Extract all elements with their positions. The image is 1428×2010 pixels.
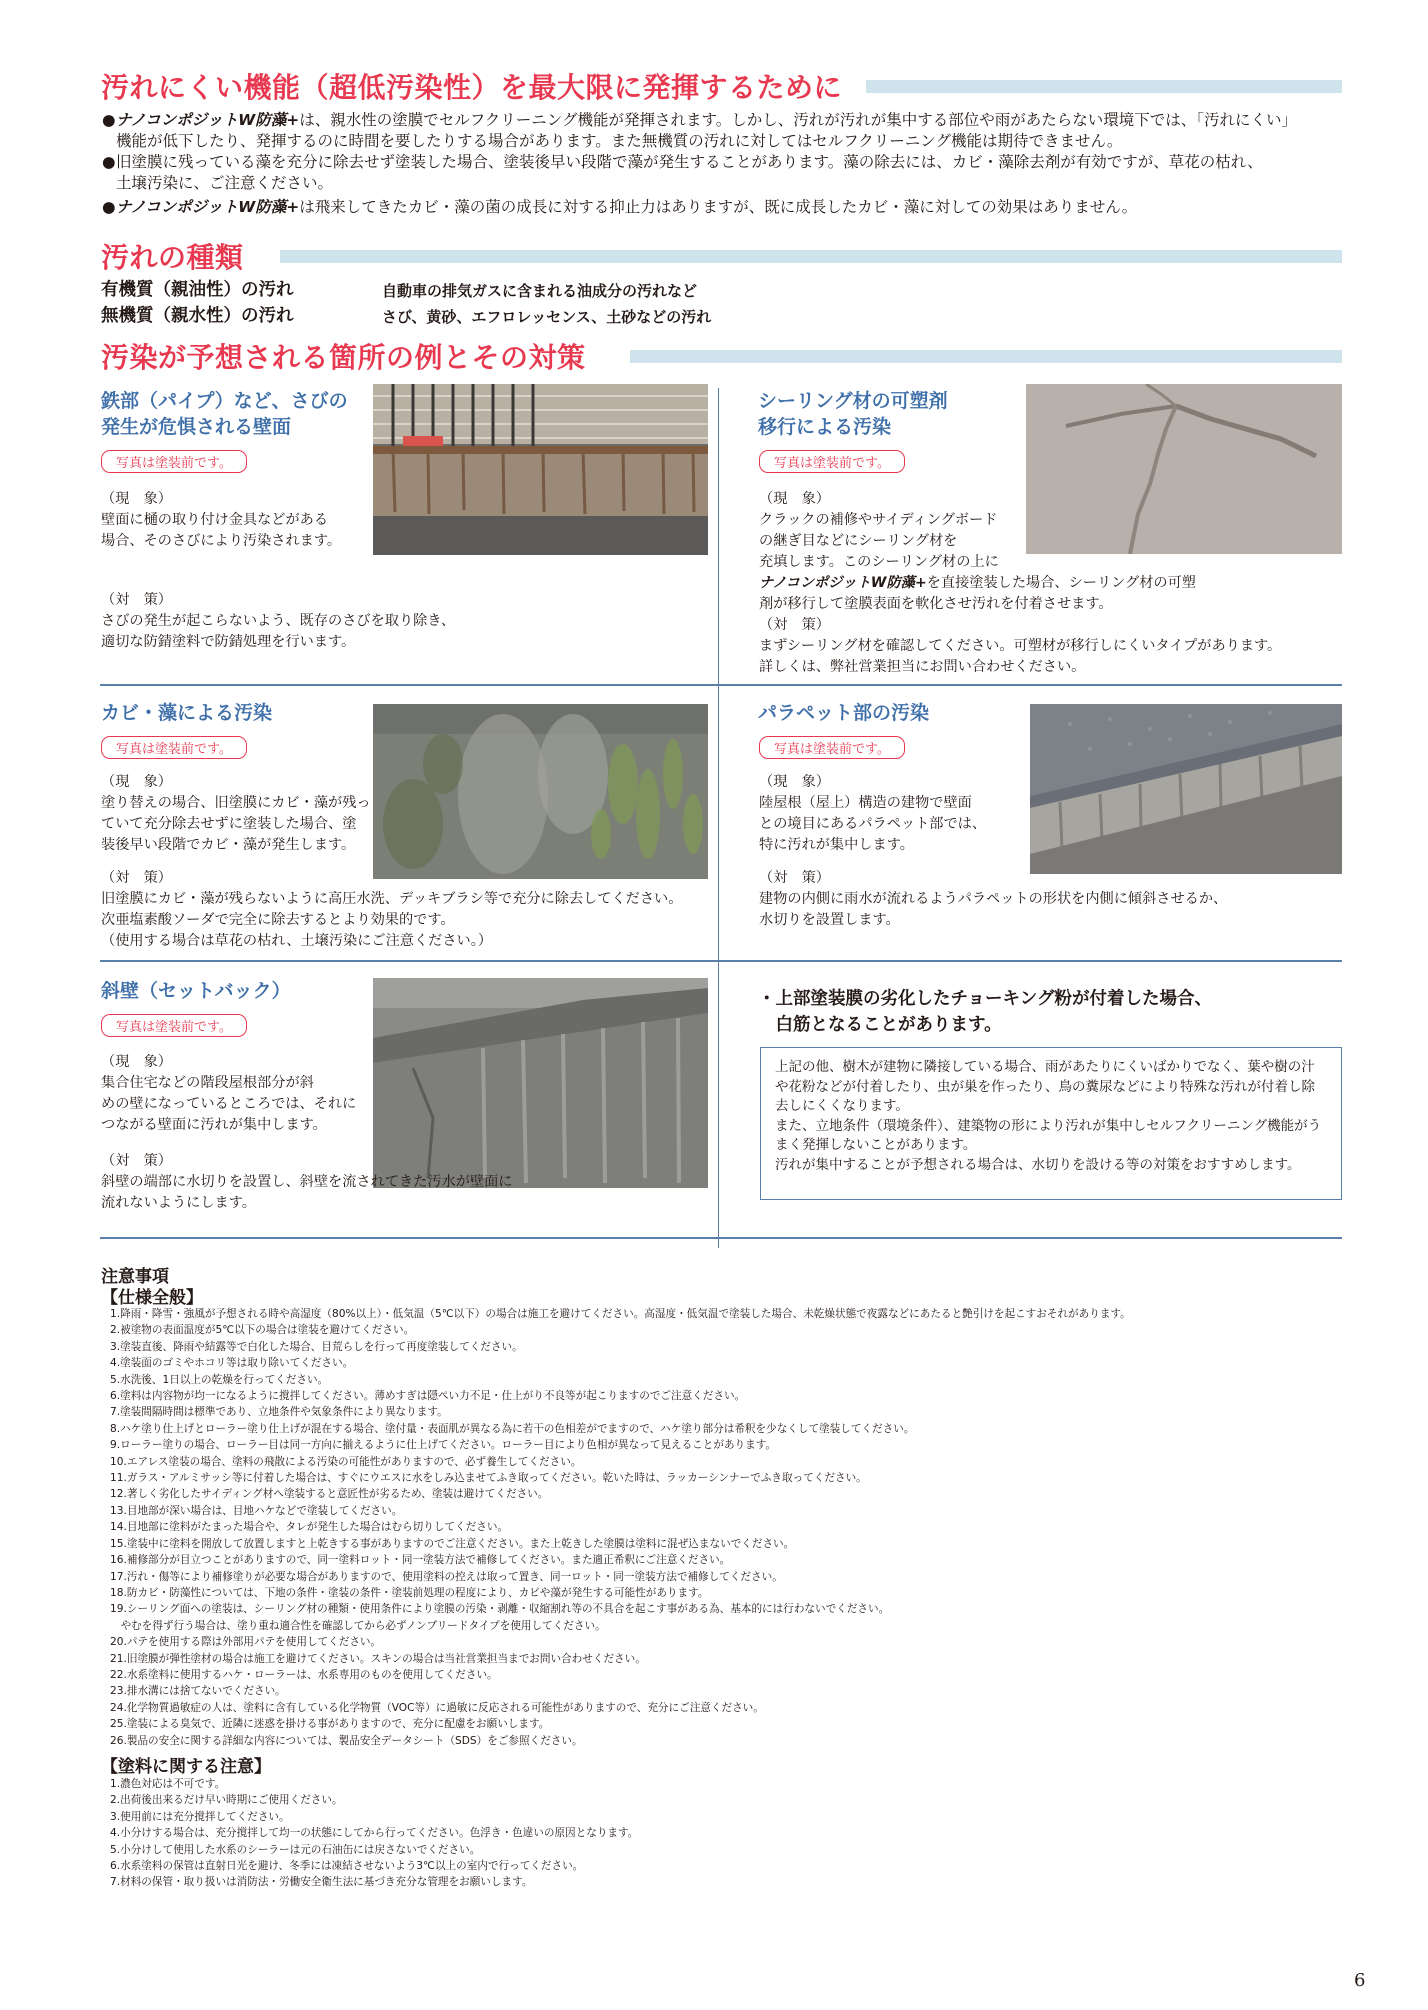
list-item: 19.シーリング面への塗装は、シーリング材の種類・使用条件により塗膜の汚染・剥離・収縮割れ等の不具合を起こす事がある為、基本的には行わないでください。 [110,1603,890,1616]
list-item: 16.補修部分が目立つことがありますので、同一塗料ロット・同一塗装方法で補修してください。また適正希釈にご注意ください。 [110,1554,731,1567]
list-item: 6.塗料は内容物が均一になるように撹拌してください。薄めすぎは隠ぺい力不足・仕上がり不良等が起こりますのでご注意ください。 [110,1390,746,1403]
cell-title-iron: 鉄部（パイプ）など、さびの 発生が危惧される壁面 [101,390,348,438]
list-item: 23.排水溝には捨てないでください。 [110,1685,286,1698]
slope-phenomenon: （現 象） 集合住宅などの階段屋根部分が斜 めの壁になっているところでは、それに つながる壁面に汚れが集中します。 [101,1054,357,1133]
section-heading-examples: 汚染が予想される箇所の例とその対策 [101,341,586,374]
parapet-phenomenon: （現 象） 陸屋根（屋上）構造の建物で壁面 との境目にあるパラペット部では、 特に汚れが集中します。 [759,774,987,853]
list-item: 4.塗装面のゴミやホコリ等は取り除いてください。 [110,1357,354,1370]
heading-rule [866,80,1342,93]
kind-inorganic: 無機質（親水性）の汚れ [101,306,294,326]
cell-title-sealing: シーリング材の可塑剤 移行による汚染 [758,390,948,438]
kind-organic: 有機質（親油性）の汚れ [101,280,294,300]
spec-list [110,1306,1131,1749]
list-item: 6.水系塗料の保管は直射日光を避け、冬季には凍結させないよう3℃以上の室内で行ってください。 [110,1860,584,1873]
list-item: やむを得ず行う場合は、塗り重ね適合性を確認してから必ずノンブリードタイプを使用してください。 [110,1619,606,1632]
photo-parapet [1030,704,1342,874]
list-item: 15.塗装中に塗料を開放して放置しますと上乾きする事がありますのでご注意ください。また上乾きした塗膜は塗料に混ぜ込まないでください。 [110,1537,795,1550]
before-painting-badge: 写真は塗装前です。 [759,450,905,473]
list-item: 10.エアレス塗装の場合、塗料の飛散による汚染の可能性がありますので、必ず養生してください。 [110,1455,582,1468]
list-item: 1.降雨・降雪・強風が予想される時や高湿度（80%以上）・低気温（5℃以下）の場合は施工を避けてください。高湿度・低気温で塗装した場合、未乾燥状態で夜露などにあたると艶引けを起こすおそれがあります。 [110,1308,1131,1320]
page-number: 6 [1354,1970,1366,1991]
list-item: 24.化学物質過敏症の人は、塗料に含有している化学物質（VOC等）に過敏に反応される可能性がありますので、充分にご注意ください。 [110,1701,764,1714]
list-item: 9.ローラー塗りの場合、ローラー目は同一方向に揃えるように仕上げてください。ローラー目により色相が異なって見えることがあります。 [110,1439,777,1452]
before-painting-badge: 写真は塗装前です。 [759,736,905,759]
photo-rusty-balcony [373,384,708,555]
list-item: 1.濃色対応は不可です。 [110,1778,226,1790]
list-item: 20.パテを使用する際は外部用パテを使用してください。 [110,1636,382,1649]
list-item: 18.防カビ・防藻性については、下地の条件・塗装の条件・塗装前処理の程度により、カビや藻が発生する可能性があります。 [110,1586,709,1599]
section-heading-maximize: 汚れにくい機能（超低汚染性）を最大限に発揮するために [101,71,843,104]
sealing-phenomenon: （現 象） クラックの補修やサイディングボード の継ぎ目などにシーリング材を 充填します。このシーリング材の上に ナノコンポジットW防藻+を直接塗装した場合、シーリング材の可塑 剤が移行して塗膜表面を軟化させ汚れを付着させます。 [759,491,1196,612]
other-causes-box: 上記の他、樹木が建物に隣接している場合、雨があたりにくいばかりでなく、葉や樹の汁 や花粉などが付着したり、虫が巣を作ったり、鳥の糞尿などにより特殊な汚れが付着し除 去しにくくなります。 また、立地条件（環境条件）、建築物の形により汚れが集中しセルフクリーニング機能がう まく発揮しないことがあります。 汚れが集中することが予想される場合は、水切りを設ける等の対策をおすすめします。 [760,1047,1342,1200]
list-item: 3.塗装直後、降雨や結露等で白化した場合、目荒らしを行って再度塗装してください。 [110,1340,523,1353]
list-item: 21.旧塗膜が弾性塗材の場合は施工を避けてください。スキンの場合は当社営業担当までお問い合わせください。 [110,1652,646,1665]
list-item: 25.塗装による臭気で、近隣に迷惑を掛ける事がありますので、充分に配慮をお願いします。 [110,1718,550,1731]
kind-inorganic-desc: さび、黄砂、エフロレッセンス、土砂などの汚れ [382,308,712,326]
kind-organic-desc: 自動車の排気ガスに含まれる油成分の汚れなど [382,282,698,300]
list-item: 4.小分けする場合は、充分撹拌して均一の状態にしてから行ってください。色浮き・色違いの原因となります。 [110,1827,639,1840]
list-item: 8.ハケ塗り仕上げとローラー塗り仕上げが混在する場合、塗付量・表面肌が異なる為に若干の色相差がでますので、ハケ塗り部分は希釈を少なくして塗装してください。 [110,1422,915,1435]
iron-countermeasure: （対 策） さびの発生が起こらないよう、既存のさびを取り除き、 適切な防錆塗料で防錆処理を行います。 [101,592,456,650]
grid-divider [100,1237,1342,1239]
iron-phenomenon: （現 象） 壁面に樋の取り付け金具などがある 場合、そのさびにより汚染されます。 [101,491,342,549]
cell-title-mold: カビ・藻による汚染 [101,702,273,724]
spec-section-title: 【仕様全般】 [101,1288,203,1308]
list-item: 5.水洗後、1日以上の乾燥を行ってください。 [110,1373,329,1386]
notes-title: 注意事項 [101,1267,169,1287]
list-item: 3.使用前には充分撹拌してください。 [110,1810,290,1823]
list-item: 12.著しく劣化したサイディング材へ塗装すると意匠性が劣るため、塗装は避けてください。 [110,1488,549,1501]
list-item: 13.目地部が深い場合は、目地ハケなどで塗装してください。 [110,1504,403,1517]
paint-section-title: 【塗料に関する注意】 [101,1757,271,1777]
list-item: 2.出荷後出来るだけ早い時期にご使用ください。 [110,1794,343,1807]
list-item: 7.材料の保管・取り扱いは消防法・労働安全衛生法に基づき充分な管理をお願いします。 [110,1876,533,1889]
before-painting-badge: 写真は塗装前です。 [101,1014,247,1037]
grid-divider [100,960,1342,962]
photo-moldy-wall [373,704,708,879]
grid-divider-vertical [718,388,719,1248]
section-heading-kinds: 汚れの種類 [101,241,244,274]
list-item: 7.塗装間隔時間は標準であり、立地条件や気象条件により異なります。 [110,1406,448,1419]
parapet-countermeasure: （対 策） 建物の内側に雨水が流れるようパラペットの形状を内側に傾斜させるか、 水切りを設置します。 [759,870,1228,928]
intro-notes: ● ナノコンポジットW防藻+は、親水性の塗膜でセルフクリーニング機能が発揮されます。しかし、汚れが汚れが集中する部位や雨があたらない環境下では、「汚れにくい」 機能が低下したり、発揮するのに時間を要したりする場合があります。また無機質の汚れに対してはセルフクリーニング機能は期待できません。 ● 旧塗膜に残っている藻を充分に除去せず塗装した場合、塗装後早い段階で藻が発生することがあります。藻の除去には、カビ・藻除去剤が有効ですが、草花の枯れ、 土壌汚染に、ご注意ください。 ● ナノコンポジットW防藻+は飛来してきたカビ・藻の菌の成長に対する抑止力はありますが、既に成長したカビ・藻に対しての効果はありません。 [102,111,1297,216]
paint-list [110,1776,638,1891]
slope-countermeasure: （対 策） 斜壁の端部に水切りを設置し、斜壁を流されてきた汚水が壁面に 流れないようにします。 [101,1153,513,1211]
heading-rule [630,350,1342,363]
mold-phenomenon: （現 象） 塗り替えの場合、旧塗膜にカビ・藻が残っ ていて充分除去せずに塗装した場合、塗 装後早い段階でカビ・藻が発生します。 [101,774,371,853]
list-item: 17.汚れ・傷等により補修塗りが必要な場合がありますので、使用塗料の控えは取って置き、同一ロット・同一塗装方法で補修してください。 [110,1570,783,1583]
grid-divider [100,684,1342,686]
before-painting-badge: 写真は塗装前です。 [101,450,247,473]
heading-rule [280,250,1342,263]
list-item: 5.小分けして使用した水系のシーラーは元の石油缶には戻さないでください。 [110,1843,481,1856]
list-item: 22.水系塗料に使用するハケ・ローラーは、水系専用のものを使用してください。 [110,1668,498,1681]
before-painting-badge: 写真は塗装前です。 [101,736,247,759]
list-item: 26.製品の安全に関する詳細な内容については、製品安全データシート（SDS）をご参照ください。 [110,1734,583,1747]
list-item: 2.被塗物の表面温度が5℃以下の場合は塗装を避けてください。 [110,1324,415,1337]
chalking-note: ・上部塗装膜の劣化したチョーキング粉が付着した場合、 白筋となることがあります。 [758,989,1212,1035]
mold-countermeasure: （対 策） 旧塗膜にカビ・藻が残らないように高圧水洗、デッキブラシ等で充分に除去してください。 次亜塩素酸ソーダで完全に除去するとより効果的です。 （使用する場合は草花の枯れ、土壌汚染にご注意ください。） [101,870,683,949]
list-item: 11.ガラス・アルミサッシ等に付着した場合は、すぐにウエスに水をしみ込ませてふき取ってください。乾いた時は、ラッカーシンナーでふき取ってください。 [110,1472,867,1485]
cell-title-parapet: パラペット部の汚染 [758,702,930,724]
cell-title-slope: 斜壁（セットバック） [101,980,291,1002]
sealing-countermeasure: （対 策） まずシーリング材を確認してください。可塑材が移行しにくいタイプがあります。 詳しくは、弊社営業担当にお問い合わせください。 [759,617,1282,675]
list-item: 14.目地部に塗料がたまった場合や、タレが発生した場合はむら切りしてください。 [110,1521,509,1534]
